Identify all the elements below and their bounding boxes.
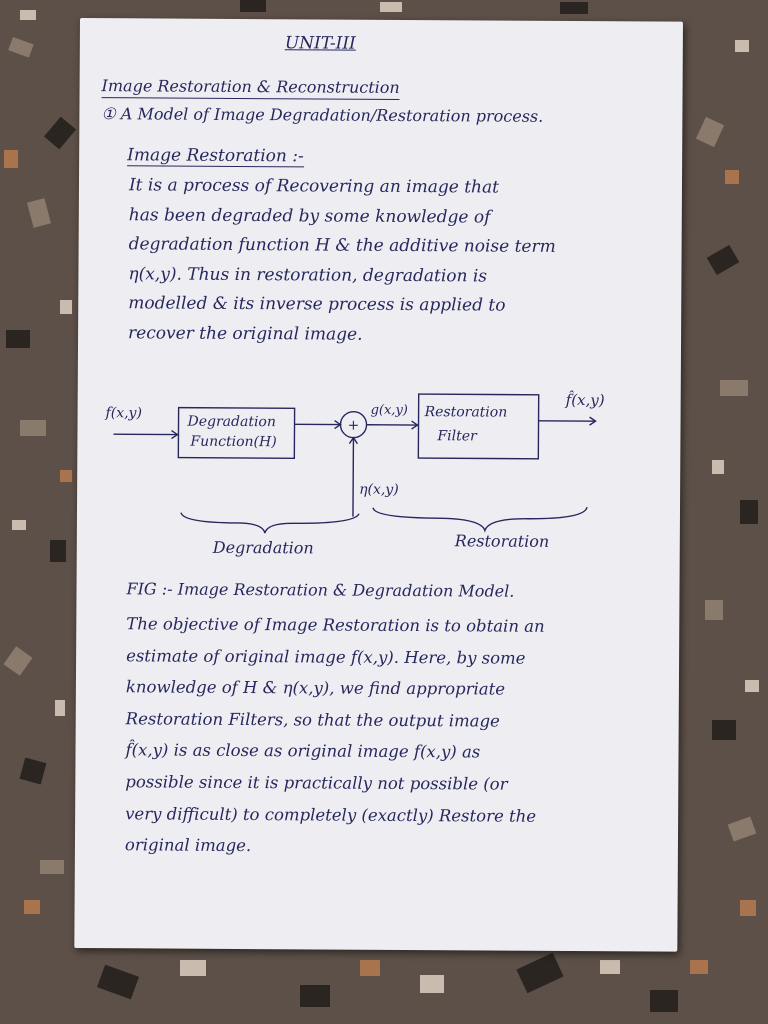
paragraph-line: estimate of original image f(x,y). Here, by some	[126, 645, 526, 668]
block2-line1: Restoration	[424, 404, 508, 421]
objective-paragraph	[125, 608, 545, 863]
paragraph-line: original image.	[124, 835, 252, 856]
block1-line2: Function(H)	[190, 433, 277, 451]
paragraph-line: very difficult) to completely (exactly) Restore the	[125, 803, 537, 826]
input-label: f(x,y)	[105, 405, 143, 422]
paragraph-line: possible since it is practically not possible (or	[125, 772, 508, 794]
paragraph-line: f̂(x,y) is as close as original image f(x,y) as	[125, 740, 481, 762]
paragraph-line: It is a process of Recovering an image that	[128, 175, 500, 198]
output-label: f̂(x,y)	[565, 390, 605, 410]
paragraph-line: degradation function H & the additive noise term	[128, 234, 556, 258]
degradation-brace-label: Degradation	[212, 537, 314, 558]
degradation-brace	[181, 513, 359, 534]
block2-line2: Filter	[437, 428, 477, 445]
paragraph-line: The objective of Image Restoration is to obtain an	[126, 614, 545, 636]
paragraph-line: knowledge of H & η(x,y), we find appropriate	[125, 677, 506, 699]
block1-line1: Degradation	[187, 413, 276, 431]
unit-title: UNIT-III	[284, 33, 356, 54]
paragraph-line: Restoration Filters, so that the output image	[125, 709, 500, 731]
paragraph-line: η(x,y). Thus in restoration, degradation is	[128, 264, 488, 287]
sum-symbol: +	[347, 417, 360, 434]
paragraph-line: has been degraded by some knowledge of	[128, 204, 491, 228]
paragraph-line: recover the original image.	[128, 323, 363, 345]
restoration-brace	[373, 506, 587, 531]
page-heading-text: Image Restoration & Reconstruction	[102, 76, 400, 100]
restoration-brace-label: Restoration	[454, 531, 550, 551]
paragraph-line: modelled & its inverse process is applied to	[128, 293, 506, 316]
intermediate-label: g(x,y)	[370, 402, 408, 419]
noise-label: η(x,y)	[359, 481, 399, 498]
figure-caption: FIG :- Image Restoration & Degradation Model.	[126, 579, 515, 601]
subheading-text: Image Restoration :-	[127, 145, 304, 167]
section-heading: ① A Model of Image Degradation/Restoration process.	[101, 104, 544, 126]
notebook-page	[74, 18, 683, 952]
